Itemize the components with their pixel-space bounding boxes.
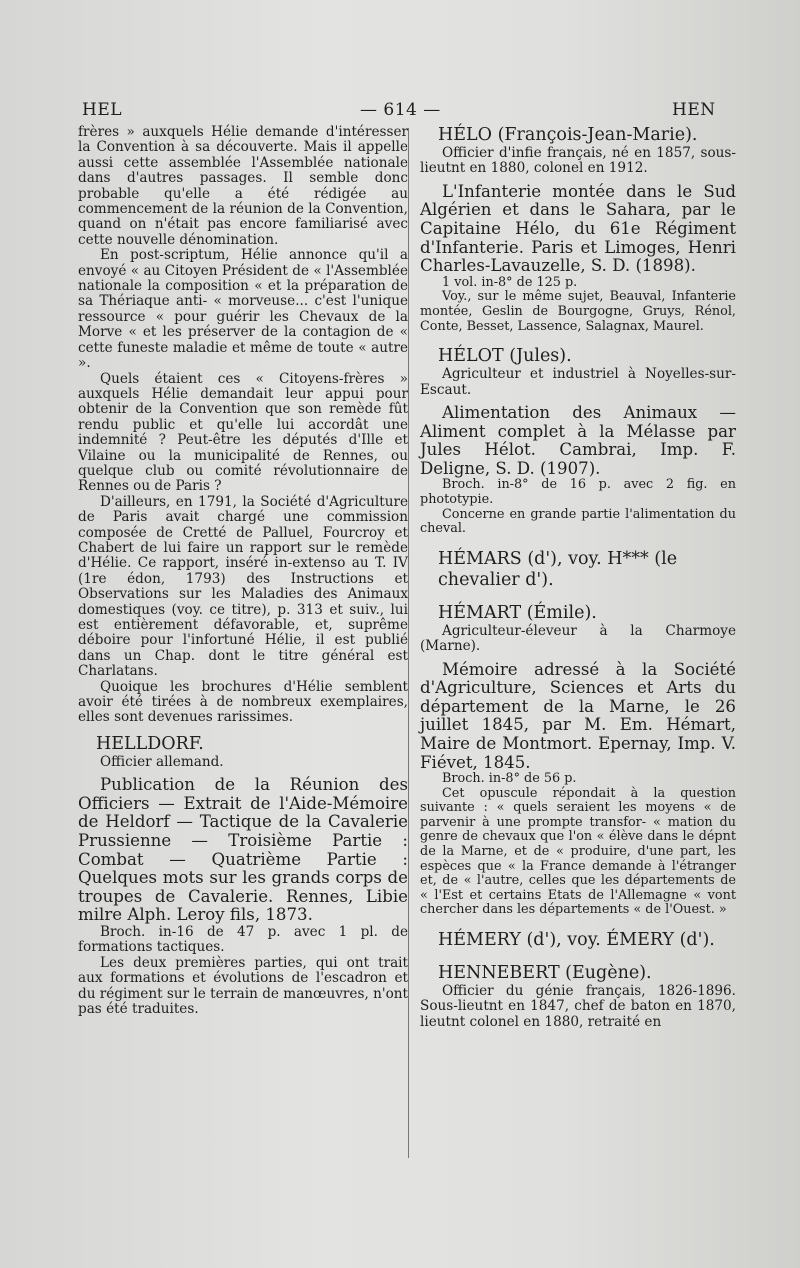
paragraph: En post-scriptum, Hélie annonce qu'il a envoyé « au Citoyen Président de « l'Assemblée nationale la composition « et la préparation de sa Thériaque anti- « morveuse... c'est l'unique ressource « pour guérir les Chevaux de la Morve « et les préserver de la contagion de « cette funeste maladie et même de toute « autre ». <box>78 247 408 372</box>
paragraph: frères » auxquels Hélie demande d'intéresser la Convention à sa découverte. Mais il appelle aussi cette assemblée l'Assemblée nationale dans d'autres passages. Il semble donc probable qu'elle a été rédigée au commencement de la réunion de la Convention, quand on n'était pas encore familiarisé avec cette nouvelle dénomination. <box>78 124 408 248</box>
entry-description: Officier allemand. <box>100 753 224 770</box>
running-head-right: HEN <box>672 100 716 120</box>
entry-heading-hemery: HÉMERY (d'), voy. ÉMERY (d'). <box>438 930 715 951</box>
entry-heading-helldorf: HELLDORF. <box>96 733 204 754</box>
entry-see-also: Voy., sur le même sujet, Beauval, Infanterie montée, Geslin de Bourgogne, Gruys, Rénol, Conte, Besset, Lassence, Salagnax, Maurel. <box>420 289 736 334</box>
entry-heading-helo: HÉLO (François-Jean-Marie). <box>438 125 698 145</box>
entry-note: Cet opuscule répondait à la question suivante : « quels seraient les moyens « de parvenir à une prompte transfor- « mation du genre de chevaux que l'on « élève dans le dépnt de la Marne, et de « produire, d'une part, les espèces que « la France demande à l'étranger et, de « l'autre, celles que les départements de « l'Est et certains Etats de l'Allemagne « vont chercher dans les départements « de l'Ouest. » <box>420 785 736 918</box>
paragraph: D'ailleurs, en 1791, la Société d'Agriculture de Paris avait chargé une commission composée de Cretté de Palluel, Fourcroy et Chabert de lui faire un rapport sur le remède d'Hélie. Ce rapport, inséré in-extenso au T. IV (1re édon, 1793) des Instructions et Observations sur les Maladies des Animaux domestiques (voy. ce titre), p. 313 et suiv., lui est entièrement défavorable, et, suprême déboire pour l'infortuné Hélie, il est publié dans un Chap. dont le titre général est Charlatans. <box>78 493 408 680</box>
entry-title: Mémoire adressé à la Société d'Agriculture, Sciences et Arts du département de la Marne, le 26 juillet 1845, par M. Em. Hémart, Maire de Montmort. Epernay, Imp. V. Fiévet, 1845. <box>420 659 736 772</box>
paragraph: Quoique les brochures d'Hélie semblent avoir été tirées à de nombreux exemplaires, elles sont devenues rarissimes. <box>78 678 408 726</box>
entry-title: Publication de la Réunion des Officiers — Extrait de l'Aide-Mémoire de Heldorf — Tactique de la Cavalerie Prussienne — Troisième Partie : Combat — Quatrième Partie : Quelques mots sur les grands corps de troupes de Cavalerie. Rennes, Libie milre Alph. Leroy fils, 1873. <box>78 775 408 925</box>
running-head-left: HEL <box>82 100 123 120</box>
entry-format: 1 vol. in-8° de 125 p. <box>442 274 578 290</box>
entry-description: Officier du génie français, 1826-1896. Sous-lieutnt en 1847, chef de baton en 1870, lieutnt colonel en 1880, retraité en <box>420 983 736 1030</box>
page-number: — 614 — <box>360 100 441 120</box>
entry-description: Officier d'infie français, né en 1857, sous-lieutnt en 1880, colonel en 1912. <box>420 145 736 177</box>
entry-heading-hennebert: HENNEBERT (Eugène). <box>438 963 652 984</box>
entry-note: Les deux premières parties, qui ont trait aux formations et évolutions de l'escadron et du régiment sur le terrain de manœuvres, n'ont pas été traduites. <box>78 954 408 1018</box>
entry-heading-hemart: HÉMART (Émile). <box>438 602 597 623</box>
entry-title: L'Infanterie montée dans le Sud Algérien et dans le Sahara, par le Capitaine Hélo, du 61e Régiment d'Infanterie. Paris et Limoges, Henri Charles-Lavauzelle, S. D. (1898). <box>420 181 736 276</box>
entry-heading-hemars: HÉMARS (d'), voy. H*** (le chevalier d'). <box>438 548 678 590</box>
column-divider <box>408 128 409 1158</box>
entry-format: Broch. in-8° de 16 p. avec 2 fig. en phototypie. <box>420 477 736 507</box>
left-column <box>78 125 408 1017</box>
paragraph: Quels étaient ces « Citoyens-frères » auxquels Hélie demandait leur appui pour obtenir de la Convention que son remède fût rendu public et qu'elle lui accordât une indemnité ? Peut-être les députés d'Ille et Vilaine ou la municipalité de Rennes, ou quelque club ou comité révolutionnaire de Rennes ou de Paris ? <box>78 370 408 495</box>
entry-title: Alimentation des Animaux — Aliment complet à la Mélasse par Jules Hélot. Cambrai, Imp. F. Deligne, S. D. (1907). <box>420 402 736 478</box>
right-column <box>420 125 736 1030</box>
entry-heading-helot: HÉLOT (Jules). <box>438 346 572 367</box>
entry-description: Agriculteur-éleveur à la Charmoye (Marne). <box>420 622 736 655</box>
entry-description: Agriculteur et industriel à Noyelles-sur-Escaut. <box>420 366 736 398</box>
entry-note: Concerne en grande partie l'alimentation du cheval. <box>420 506 736 537</box>
entry-format: Broch. in-8° de 56 p. <box>442 771 577 787</box>
entry-format: Broch. in-16 de 47 p. avec 1 pl. de formations tactiques. <box>78 924 408 956</box>
